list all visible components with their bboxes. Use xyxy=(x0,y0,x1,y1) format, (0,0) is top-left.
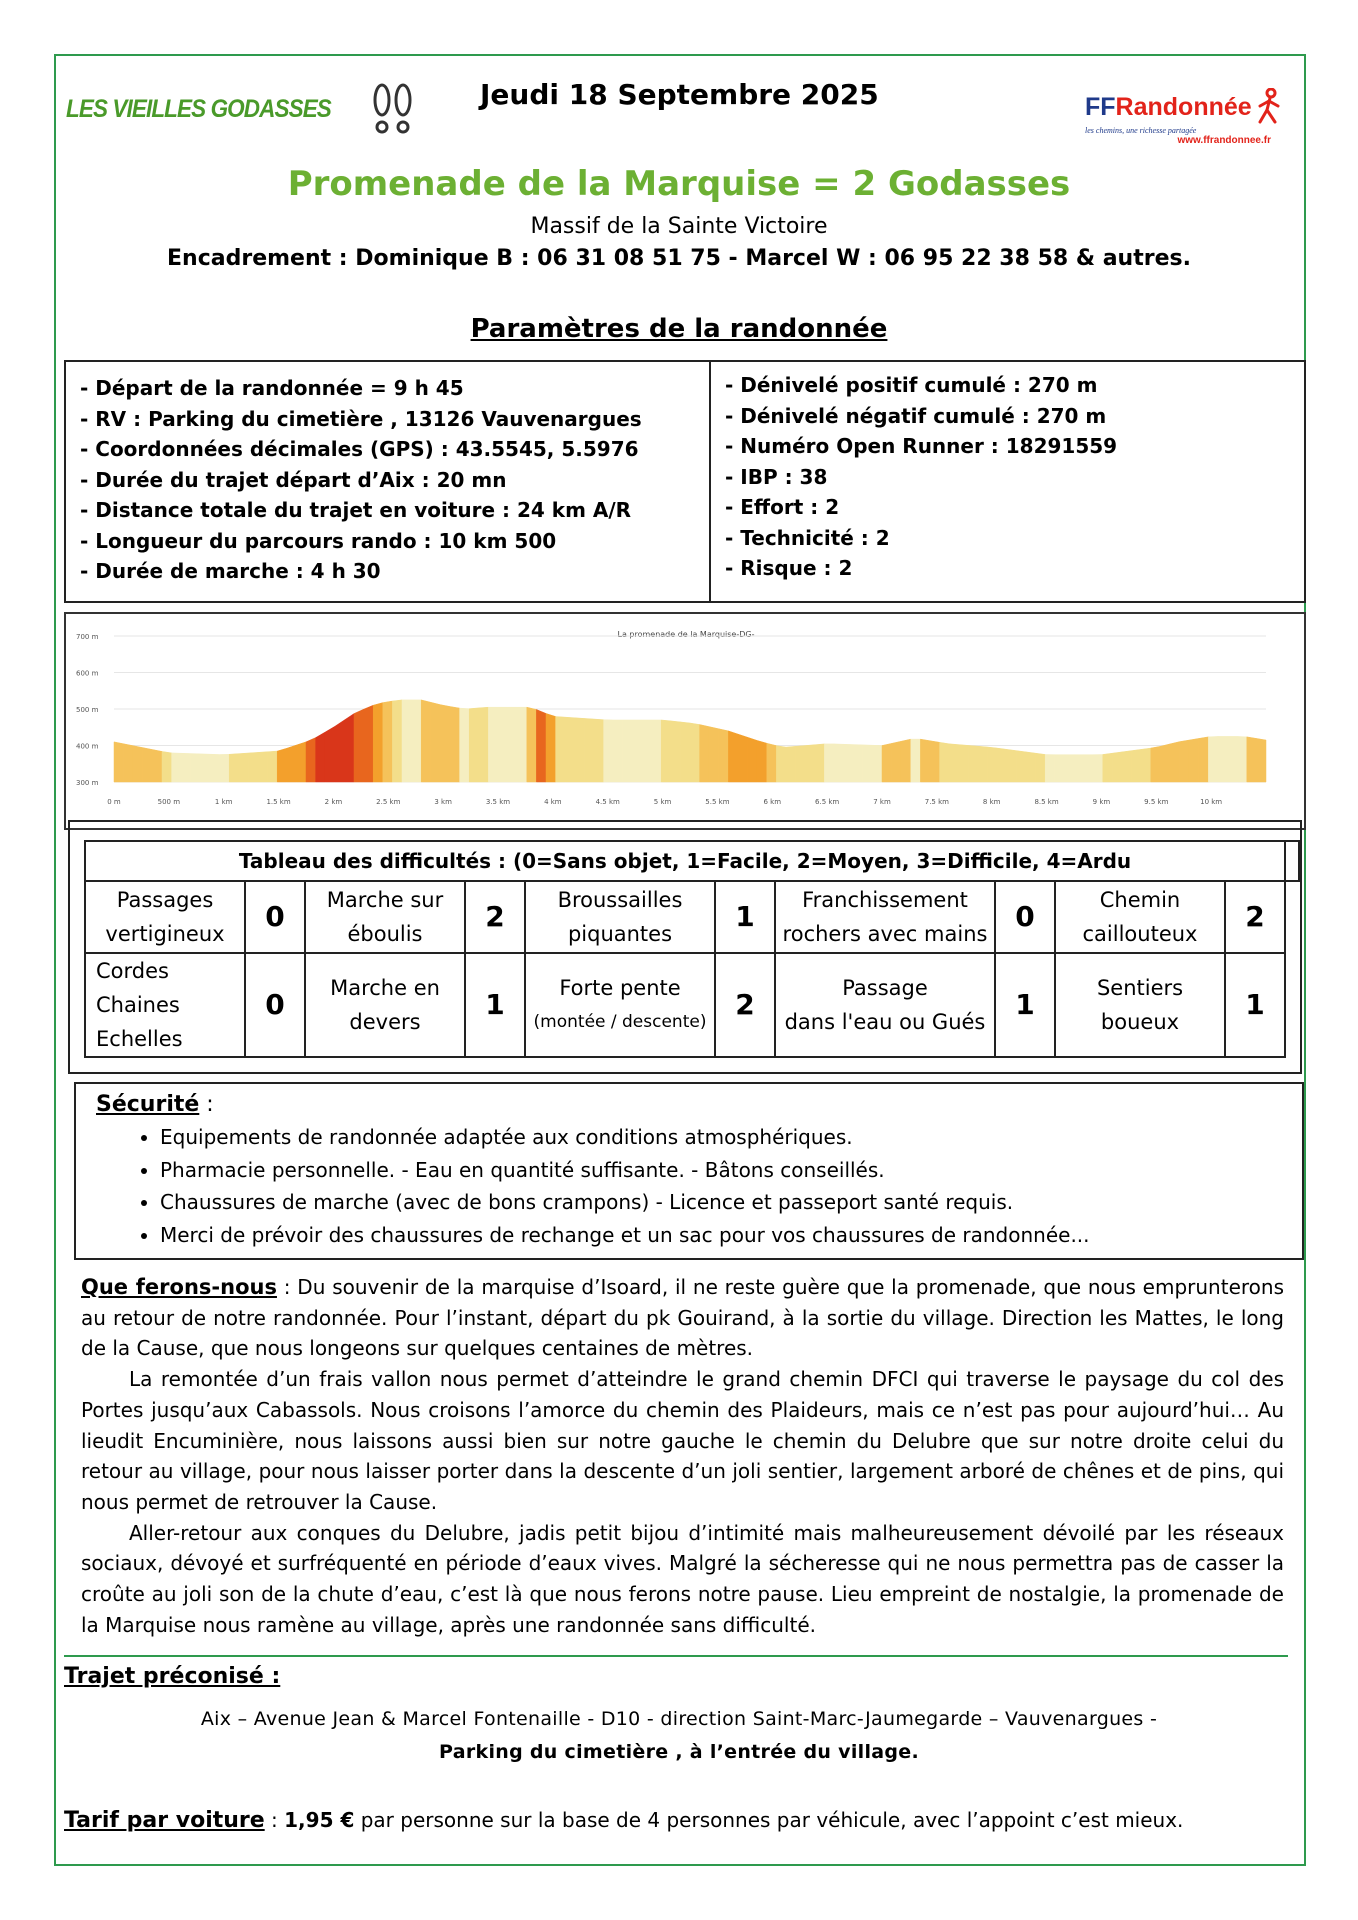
profile-segment xyxy=(287,745,297,782)
profile-segment xyxy=(824,744,834,782)
x-tick-label: 5 km xyxy=(653,798,672,806)
profile-segment xyxy=(767,743,777,782)
param-line: - Dénivelé négatif cumulé : 270 m xyxy=(725,403,1107,428)
profile-segment xyxy=(517,707,527,782)
difficulty-value: 1 xyxy=(715,881,775,953)
profile-segment xyxy=(671,721,681,782)
profile-segment xyxy=(258,752,268,782)
ffrandonnee-logo xyxy=(1085,88,1285,158)
profile-segment xyxy=(680,722,690,782)
security-item: • Merci de prévoir des chaussures de rechange et un sac pour vos chaussures de randonnée... xyxy=(160,1219,1286,1252)
profile-segment xyxy=(728,731,738,782)
x-tick-label: 1.5 km xyxy=(266,798,291,806)
difficulties-header: Tableau des difficultés : (0=Sans objet, 1=Facile, 2=Moyen, 3=Difficile, 4=Ardu xyxy=(85,841,1285,881)
profile-segment xyxy=(1228,736,1238,782)
x-tick-label: 500 m xyxy=(157,798,181,806)
profile-segment xyxy=(738,734,748,782)
ffr-tagline: les chemins, une richesse partagée xyxy=(1085,126,1197,135)
difficulty-value: 0 xyxy=(245,953,305,1057)
x-tick-label: 6.5 km xyxy=(815,798,840,806)
profile-segment xyxy=(988,747,998,782)
club-logo xyxy=(66,80,416,138)
profile-segment xyxy=(853,745,863,782)
elevation-profile xyxy=(64,612,1306,830)
profile-segment xyxy=(392,700,402,782)
profile-segment xyxy=(844,744,854,782)
profile-segment xyxy=(210,754,220,782)
profile-segment xyxy=(872,745,882,782)
profile-segment xyxy=(1141,748,1151,782)
param-line: - Technicité : 2 xyxy=(725,525,890,550)
profile-segment xyxy=(882,743,892,782)
profile-segment xyxy=(546,713,556,782)
profile-segment xyxy=(863,745,873,782)
hike-description xyxy=(81,1272,1284,1640)
profile-segment xyxy=(949,744,959,782)
profile-segment xyxy=(1170,742,1180,782)
profile-segment xyxy=(268,751,278,782)
profile-segment xyxy=(229,754,239,782)
profile-segment xyxy=(1055,755,1065,782)
profile-segment xyxy=(901,739,911,782)
profile-segment xyxy=(892,741,902,782)
profile-segment xyxy=(815,744,825,782)
profile-segment xyxy=(114,742,124,782)
profile-segment xyxy=(1151,746,1161,782)
profile-segment xyxy=(325,726,335,782)
tarif-line: Tarif par voiture : 1,95 € par personne sur la base de 4 personnes par véhicule, avec l’appoint c’est mieux. xyxy=(64,1808,1184,1833)
description-lead: Que ferons-nous xyxy=(81,1275,277,1299)
profile-segment xyxy=(172,753,182,782)
difficulty-label: Cordes Chaines Echelles xyxy=(85,953,245,1057)
profile-segment xyxy=(594,719,604,782)
route-line: Aix – Avenue Jean & Marcel Fontenaille - D10 - direction Saint-Marc-Jaumegarde – Vauvenargues - xyxy=(200,1708,1158,1730)
profile-segment xyxy=(364,705,374,782)
difficulty-label: Marche sur éboulis xyxy=(305,881,465,953)
x-tick-label: 2.5 km xyxy=(376,798,401,806)
difficulty-value: 2 xyxy=(1225,881,1285,953)
profile-segment xyxy=(690,723,700,782)
x-tick-label: 6 km xyxy=(763,798,782,806)
difficulty-label: Chemin caillouteux xyxy=(1055,881,1225,953)
tarif-price: 1,95 € xyxy=(284,1808,355,1832)
x-tick-label: 10 km xyxy=(1200,798,1223,806)
profile-segment xyxy=(700,725,710,782)
difficulty-value: 0 xyxy=(245,881,305,953)
profile-segment xyxy=(1218,736,1228,782)
profile-segment xyxy=(1189,738,1199,782)
x-tick-label: 8.5 km xyxy=(1034,798,1059,806)
profile-segment xyxy=(1103,753,1113,782)
description-paragraph: Que ferons-nous : Du souvenir de la marquise d’Isoard, il ne reste guère que la promenade, que nous emprunterons au retour de notre randonnée. Pour l’instant, départ du pk Gouirand, à la sortie du village. Direction les Mattes, le long de la Cause, que nous longeons sur quelques centaines de mètres. xyxy=(81,1275,1284,1361)
header-empty-cell xyxy=(1285,841,1299,881)
security-box: Sécurité : • Equipements de randonnée adaptée aux conditions atmosphériques. • Pharmacie personnelle. - Eau en quantité suffisante. - Bâtons conseillés. • Chaussures de marche (avec de bons crampons) - Licence et passeport santé requis. • Merci de prévoir des chaussures de rechange et un sac pour vos chaussures de randonnée... xyxy=(74,1082,1304,1260)
elevation-chart xyxy=(66,614,1304,828)
profile-segment xyxy=(1064,755,1074,782)
x-tick-label: 9 km xyxy=(1092,798,1111,806)
profile-segment xyxy=(248,752,258,782)
club-name: LES VIEILLES GODASSES xyxy=(66,94,331,123)
profile-segment xyxy=(508,707,518,782)
difficulty-value: 2 xyxy=(465,881,525,953)
profile-segment xyxy=(565,717,575,782)
route-title: Trajet préconisé : xyxy=(64,1664,281,1689)
security-item: • Equipements de randonnée adaptée aux conditions atmosphériques. xyxy=(160,1121,1286,1154)
profile-segment xyxy=(421,700,431,782)
profile-segment xyxy=(335,720,345,782)
profile-segment xyxy=(143,748,153,782)
profile-segment xyxy=(661,720,671,782)
x-tick-label: 8 km xyxy=(982,798,1001,806)
profile-segment xyxy=(1007,749,1017,782)
profile-segment xyxy=(1016,751,1026,782)
param-line: - Départ de la randonnée = 9 h 45 xyxy=(80,376,464,400)
profile-segment xyxy=(623,720,633,782)
difficulty-value: 0 xyxy=(995,881,1055,953)
profile-segment xyxy=(383,701,393,782)
profile-segment xyxy=(796,746,806,783)
profile-segment xyxy=(152,750,162,782)
profile-segment xyxy=(1237,736,1247,782)
hike-subtitle: Massif de la Sainte Victoire xyxy=(530,214,828,239)
profile-segment xyxy=(997,748,1007,782)
tarif-label: Tarif par voiture xyxy=(64,1808,265,1833)
difficulty-label: Forte pente (montée / descente) xyxy=(525,953,715,1057)
difficulty-label: Passages vertigineux xyxy=(85,881,245,953)
profile-segment xyxy=(834,744,844,782)
profile-segment xyxy=(220,754,230,782)
profile-segment xyxy=(786,746,796,782)
y-tick-label: 600 m xyxy=(76,669,99,678)
profile-segment xyxy=(1122,751,1132,782)
profile-segment xyxy=(613,720,623,782)
x-tick-label: 5.5 km xyxy=(705,798,730,806)
difficulty-label: Passage dans l'eau ou Gués xyxy=(775,953,995,1057)
param-line: - Dénivelé positif cumulé : 270 m xyxy=(725,373,1098,397)
chart-title: La promenade de la Marquise-DG- xyxy=(617,630,755,639)
y-tick-label: 500 m xyxy=(76,706,99,714)
profile-segment xyxy=(1045,754,1055,782)
profile-segment xyxy=(959,745,969,782)
staff-contacts: Encadrement : Dominique B : 06 31 08 51 75 - Marcel W : 06 95 22 38 58 & autres. xyxy=(167,246,1191,271)
profile-segment xyxy=(748,737,758,782)
ffr-url: www.ffrandonnee.fr xyxy=(1177,135,1271,146)
param-line: - IBP : 38 xyxy=(725,464,828,489)
profile-segment xyxy=(527,707,537,782)
description-paragraph: Aller-retour aux conques du Delubre, jadis petit bijou d’intimité mais malheureusement dévoilé par les réseaux sociaux, dévoyé et surfréquenté en période d’eaux vives. Malgré la sécheresse qui ne nous permettra pas de casser la croûte au joli son de la chute d’eau, c’est là que nous ferons notre pause. Lieu empreint de nostalgie, la promenade de la Marquise nous ramène au village, après une randonnée sans difficulté. xyxy=(81,1520,1284,1637)
x-tick-label: 7 km xyxy=(873,798,891,806)
profile-segment xyxy=(412,700,422,782)
profile-segment xyxy=(652,720,662,782)
profile-segment xyxy=(306,738,316,782)
profile-segment xyxy=(277,748,287,782)
x-tick-label: 7.5 km xyxy=(924,798,949,806)
profile-segment xyxy=(1199,737,1209,782)
params-title: Paramètres de la randonnée xyxy=(470,314,888,344)
profile-segment xyxy=(296,742,306,782)
profile-segment xyxy=(1093,754,1103,782)
difficulty-value: 1 xyxy=(1225,953,1285,1057)
profile-segment xyxy=(200,754,210,782)
profile-segment xyxy=(191,754,201,782)
profile-segment xyxy=(1180,740,1190,782)
y-tick-label: 400 m xyxy=(76,742,99,751)
params-left-column xyxy=(66,362,711,601)
difficulty-label: Broussailles piquantes xyxy=(525,881,715,953)
profile-segment xyxy=(239,753,249,782)
profile-segment xyxy=(133,746,143,782)
profile-segment xyxy=(632,720,642,782)
profile-segment xyxy=(440,705,450,782)
x-tick-label: 3 km xyxy=(434,798,452,806)
profile-segment xyxy=(536,709,546,782)
y-tick-label: 300 m xyxy=(76,779,99,787)
x-tick-label: 2 km xyxy=(324,798,343,806)
profile-segment xyxy=(930,741,940,782)
y-tick-label: 700 m xyxy=(76,633,99,641)
profile-segment xyxy=(344,714,354,782)
profile-segment xyxy=(1247,737,1257,782)
profile-segment xyxy=(1026,752,1036,782)
param-line: - Durée de marche : 4 h 30 xyxy=(80,559,381,583)
profile-segment xyxy=(940,742,950,782)
difficulty-value: 1 xyxy=(465,953,525,1057)
param-line: - Effort : 2 xyxy=(725,495,840,519)
x-tick-label: 0 m xyxy=(107,798,121,806)
profile-segment xyxy=(556,716,566,782)
param-line: - Coordonnées décimales (GPS) : 43.5545, 5.5976 xyxy=(80,437,639,461)
profile-segment xyxy=(709,727,719,782)
profile-segment xyxy=(1036,753,1046,782)
route-destination: Parking du cimetière , à l’entrée du village. xyxy=(439,1741,919,1763)
profile-segment xyxy=(124,744,134,782)
x-tick-label: 1 km xyxy=(214,798,233,806)
params-right-column xyxy=(711,362,1304,601)
param-line: - Durée du trajet départ d’Aix : 20 mn xyxy=(80,467,507,492)
difficulty-label: Sentiers boueux xyxy=(1055,953,1225,1057)
ffr-wordmark: FFRandonnée xyxy=(1085,92,1252,121)
profile-segment xyxy=(431,702,441,782)
security-item: • Pharmacie personnelle. - Eau en quantité suffisante. - Bâtons conseillés. xyxy=(160,1154,1286,1187)
profile-segment xyxy=(920,739,930,782)
x-tick-label: 3.5 km xyxy=(485,798,511,806)
hiker-icon xyxy=(1254,88,1284,126)
profile-segment xyxy=(968,745,978,782)
profile-segment xyxy=(1208,736,1218,782)
params-box xyxy=(64,360,1306,603)
profile-segment xyxy=(1256,738,1266,782)
param-line: - RV : Parking du cimetière , 13126 Vauvenargues xyxy=(80,406,642,431)
profile-segment xyxy=(805,745,815,782)
profile-segment xyxy=(488,707,498,782)
profile-segment xyxy=(373,703,383,782)
profile-segment xyxy=(1074,755,1084,782)
profile-segment xyxy=(719,729,729,782)
security-list xyxy=(92,1121,1286,1251)
profile-segment xyxy=(575,718,585,782)
divider xyxy=(64,1655,1288,1657)
difficulty-label: Marche en devers xyxy=(305,953,465,1057)
profile-segment xyxy=(162,751,172,782)
profile-segment xyxy=(757,740,767,782)
difficulty-value: 2 xyxy=(715,953,775,1057)
profile-segment xyxy=(316,732,326,782)
profile-segment xyxy=(1112,752,1122,782)
profile-segment xyxy=(354,709,364,782)
profile-segment xyxy=(450,706,460,782)
profile-segment xyxy=(776,746,786,782)
param-line: - Distance totale du trajet en voiture : 24 km A/R xyxy=(80,498,632,522)
profile-segment xyxy=(181,753,191,782)
profile-segment xyxy=(604,720,614,782)
param-line: - Risque : 2 xyxy=(725,556,853,580)
difficulty-value: 1 xyxy=(995,953,1055,1057)
profile-segment xyxy=(460,708,470,782)
profile-segment xyxy=(402,700,412,782)
x-tick-label: 9.5 km xyxy=(1144,798,1169,806)
security-item: • Chaussures de marche (avec de bons crampons) - Licence et passeport santé requis. xyxy=(160,1186,1286,1219)
security-title: Sécurité xyxy=(96,1092,200,1117)
profile-segment xyxy=(469,708,479,782)
profile-segment xyxy=(911,739,921,782)
footprints-icon xyxy=(370,80,416,138)
profile-segment xyxy=(498,707,508,782)
profile-segment xyxy=(1160,744,1170,782)
profile-segment xyxy=(642,720,652,782)
difficulty-label: Franchissement rochers avec mains xyxy=(775,881,995,953)
param-line: - Numéro Open Runner : 18291559 xyxy=(725,434,1118,458)
x-tick-label: 4.5 km xyxy=(595,798,620,806)
profile-segment xyxy=(479,707,489,782)
difficulties-table xyxy=(84,840,1300,1058)
description-paragraph: La remontée d’un frais vallon nous permet d’atteindre le grand chemin DFCI qui traverse le paysage du col des Portes jusqu’aux Cabassols. Nous croisons l’amorce du chemin des Plaideurs, mais ce n’est pas pour aujourd’hui… Au lieudit Encuminière, nous laissons aussi bien sur notre gauche le chemin du Delubre que sur notre droite celui du retour au village, pour nous laisser porter dans la descente d’un joli sentier, largement arboré de chênes et de pins, qui nous permet de retrouver la Cause. xyxy=(81,1367,1284,1514)
hike-title: Promenade de la Marquise = 2 Godasses xyxy=(287,164,1071,204)
profile-segment xyxy=(584,718,594,782)
param-line: - Longueur du parcours rando : 10 km 500 xyxy=(80,528,557,553)
profile-segment xyxy=(1132,749,1142,782)
profile-segment xyxy=(1084,755,1094,782)
event-date: Jeudi 18 Septembre 2025 xyxy=(480,78,879,111)
x-tick-label: 4 km xyxy=(544,798,562,806)
profile-segment xyxy=(978,746,988,782)
